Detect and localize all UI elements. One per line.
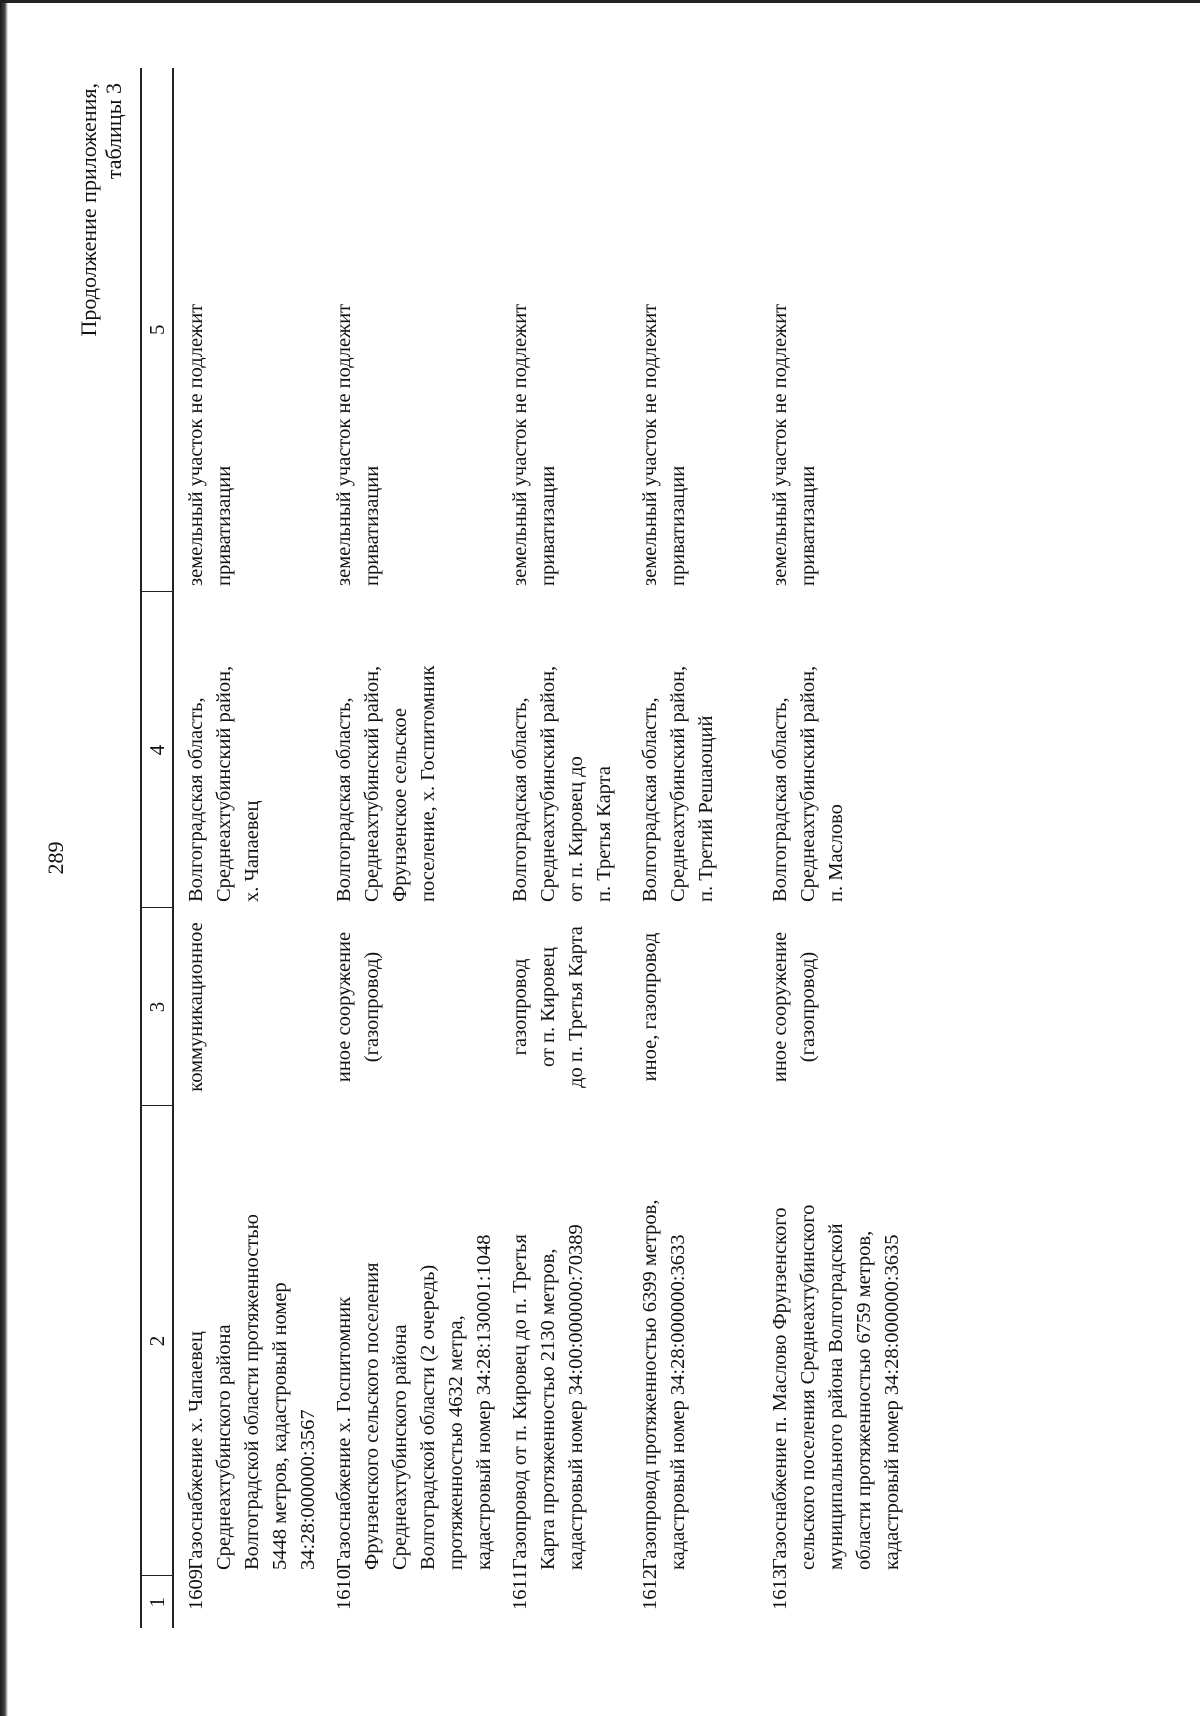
table-row bbox=[498, 68, 628, 1628]
object-type: газопровод от п. Кировец до п. Третья Карта bbox=[509, 926, 587, 1088]
object-address: Волгоградская область, Среднеахтубинский район, Фрунзенское сельское поселение, х. Госпитомник bbox=[333, 665, 439, 902]
table-row bbox=[173, 68, 322, 1628]
table-row bbox=[628, 68, 758, 1628]
privatization-note: земельный участок не подлежит приватизации bbox=[185, 303, 235, 586]
continuation-note bbox=[76, 83, 126, 336]
object-name: Газоснабжение х. Госпитомник Фрунзенского сельского поселения Среднеахтубинского района Волгоградской области (2 очередь) протяженностью 4632 метра, кадастровый номер 34:28:130001:1048 bbox=[333, 1234, 495, 1570]
continuation-line-1: Продолжение приложения, bbox=[76, 83, 101, 337]
object-name: Газоснабжение х. Чапаевец Среднеахтубинского района Волгоградской области протяженностью 5448 метров, кадастровый номер 34:28:000000:3567 bbox=[185, 1214, 319, 1570]
row-number: 1609. bbox=[185, 1563, 207, 1610]
object-name: Газопровод протяженностью 6399 метров, кадастровый номер 34:28:000000:3633 bbox=[639, 1199, 689, 1570]
object-address: Волгоградская область, Среднеахтубинский район, п. Третий Решающий bbox=[639, 665, 717, 902]
column-header-1: 1 bbox=[141, 1576, 173, 1628]
row-number: 1610. bbox=[333, 1563, 355, 1610]
privatization-note: земельный участок не подлежит приватизации bbox=[769, 303, 819, 586]
object-type: иное сооружение (газопровод) bbox=[769, 931, 819, 1083]
row-number: 1611. bbox=[509, 1564, 531, 1610]
object-name: Газоснабжение п. Маслово Фрунзенского сельского поселения Среднеахтубинского муниципального района Волгоградской области протяженностью 6759 метров, кадастровый номер 34:28:000000:3635 bbox=[769, 1204, 903, 1570]
column-header-5: 5 bbox=[141, 68, 173, 592]
object-type: коммуникационное bbox=[185, 922, 207, 1092]
row-number: 1612. bbox=[639, 1563, 661, 1610]
row-number: 1613. bbox=[769, 1563, 791, 1610]
object-address: Волгоградская область, Среднеахтубинский район, х. Чапаевец bbox=[185, 665, 263, 902]
privatization-note: земельный участок не подлежит приватизации bbox=[639, 303, 689, 586]
object-address: Волгоградская область, Среднеахтубинский район, п. Маслово bbox=[769, 665, 847, 902]
column-header-2: 2 bbox=[141, 1106, 173, 1576]
privatization-note: земельный участок не подлежит приватизации bbox=[509, 303, 559, 586]
table-row bbox=[322, 68, 498, 1628]
table-header bbox=[141, 68, 173, 1628]
column-header-4: 4 bbox=[141, 592, 173, 908]
privatization-note: земельный участок не подлежит приватизации bbox=[333, 303, 383, 586]
scan-edge-top bbox=[0, 0, 1200, 3]
object-type: иное, газопровод bbox=[639, 932, 661, 1082]
column-header-3: 3 bbox=[141, 908, 173, 1106]
object-type: иное сооружение (газопровод) bbox=[333, 931, 383, 1083]
document-page bbox=[40, 58, 1150, 1658]
continuation-line-2: таблицы 3 bbox=[101, 83, 126, 180]
page-number: 289 bbox=[43, 841, 68, 875]
object-name: Газопровод от п. Кировец до п. Третья Карта протяженностью 2130 метров, кадастровый номер 34:00:000000:70389 bbox=[509, 1224, 587, 1570]
object-address: Волгоградская область, Среднеахтубинский район, от п. Кировец до п. Третья Карта bbox=[509, 665, 615, 902]
scan-edge-left bbox=[0, 0, 8, 1716]
table-row bbox=[758, 68, 923, 1628]
register-table bbox=[140, 68, 923, 1628]
